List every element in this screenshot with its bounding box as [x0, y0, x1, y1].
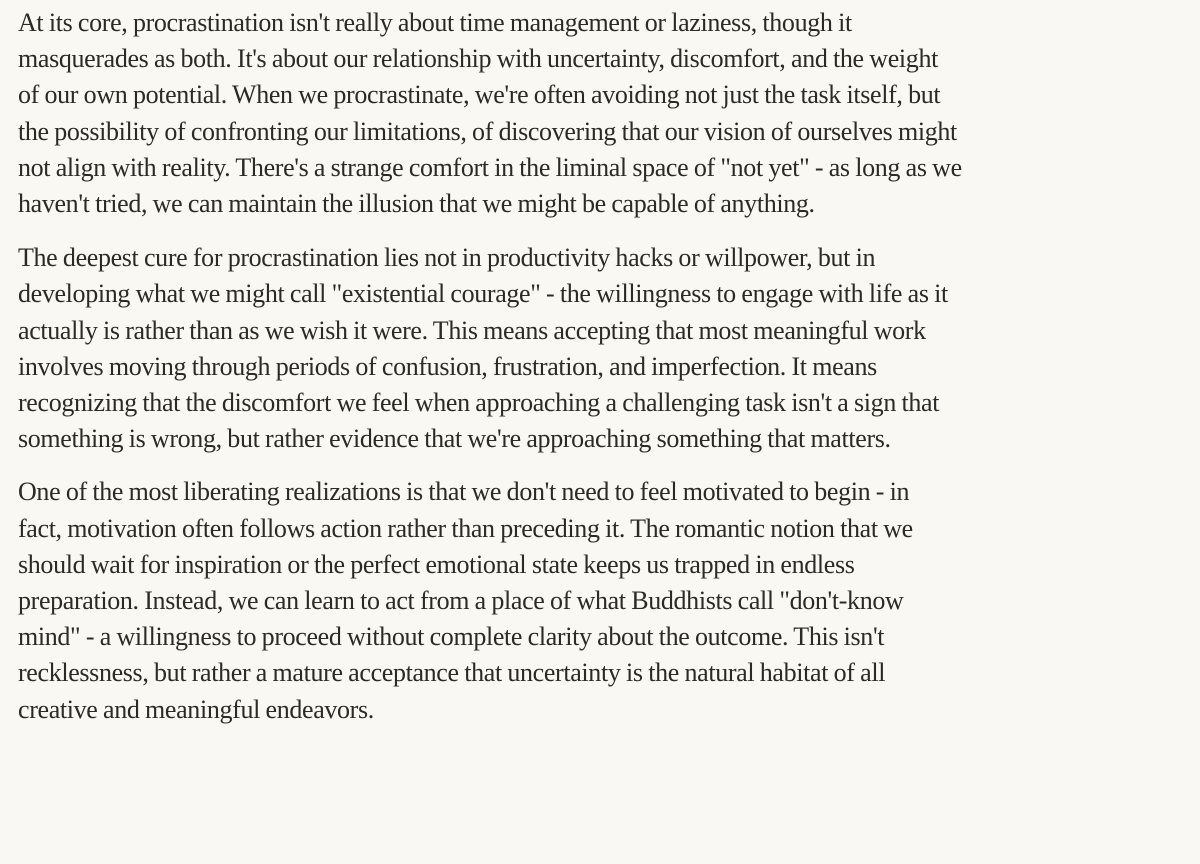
paragraph-1 — [18, 5, 1162, 222]
paragraph-line: fact, motivation often follows action rather than preceding it. The romantic notion that we — [18, 513, 913, 543]
paragraph-line: creative and meaningful endeavors. — [18, 694, 374, 724]
paragraph-line: recklessness, but rather a mature acceptance that uncertainty is the natural habitat of all — [18, 658, 886, 688]
paragraph-line: masquerades as both. It's about our relationship with uncertainty, discomfort, and the weight — [18, 44, 938, 74]
paragraph-line: the possibility of confronting our limitations, of discovering that our vision of ourselves might — [18, 116, 957, 146]
paragraph-line: The deepest cure for procrastination lies not in productivity hacks or willpower, but in — [18, 243, 876, 273]
paragraph-line: One of the most liberating realizations is that we don't need to feel motivated to begin - in — [18, 477, 910, 507]
paragraph-line: preparation. Instead, we can learn to act from a place of what Buddhists call "don't-know — [18, 586, 904, 616]
paragraph-2 — [18, 240, 1162, 457]
paragraph-line: not align with reality. There's a strange comfort in the liminal space of "not yet" - as long as we — [18, 152, 962, 182]
paragraph-line: haven't tried, we can maintain the illusion that we might be capable of anything. — [18, 189, 815, 219]
paragraph-line: involves moving through periods of confusion, frustration, and imperfection. It means — [18, 351, 877, 381]
paragraph-line: should wait for inspiration or the perfect emotional state keeps us trapped in endless — [18, 549, 855, 579]
paragraph-line: something is wrong, but rather evidence that we're approaching something that matters. — [18, 424, 891, 454]
paragraph-line: developing what we might call "existential courage" - the willingness to engage with life as it — [18, 279, 948, 309]
paragraph-line: of our own potential. When we procrastinate, we're often avoiding not just the task itself, but — [18, 80, 941, 110]
paragraph-3 — [18, 474, 1162, 727]
paragraph-line: actually is rather than as we wish it were. This means accepting that most meaningful work — [18, 315, 926, 345]
paragraph-line: mind" - a willingness to proceed without complete clarity about the outcome. This isn't — [18, 622, 885, 652]
paragraph-line: recognizing that the discomfort we feel when approaching a challenging task isn't a sign that — [18, 388, 940, 418]
paragraph-line: At its core, procrastination isn't really about time management or laziness, though it — [18, 8, 852, 37]
article-body — [0, 5, 1200, 864]
